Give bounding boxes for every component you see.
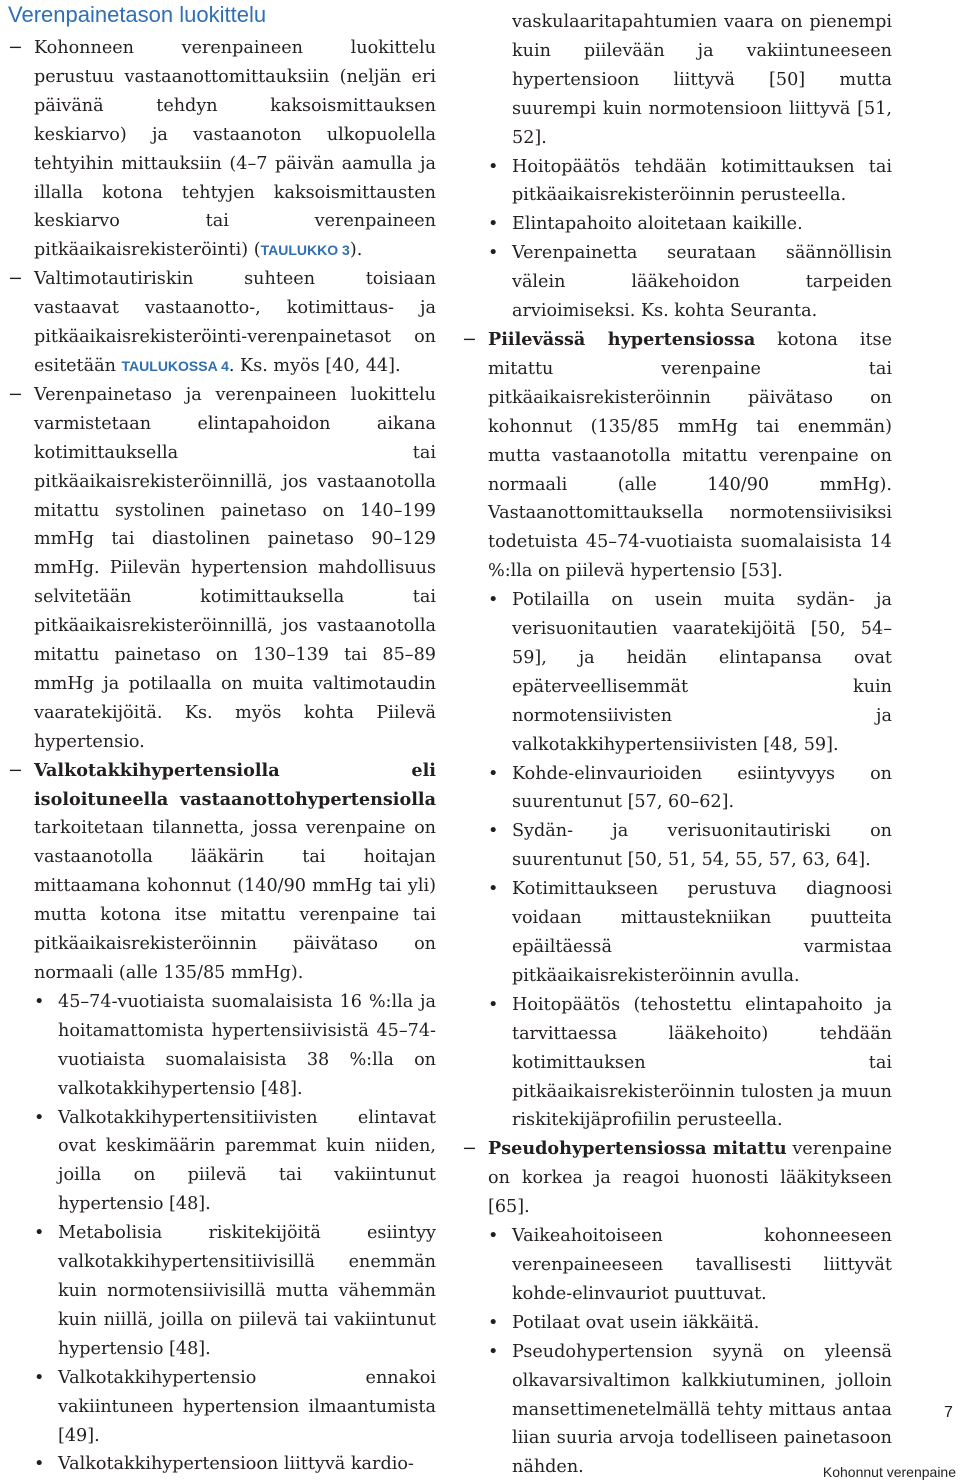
bullet-item — [462, 1222, 892, 1309]
bullet-marker: • — [488, 156, 499, 177]
bullet-marker: • — [488, 1312, 499, 1333]
bullet-text: Valkotakkihypertensioon liittyvä kardio- — [58, 1454, 414, 1475]
bullet-item — [462, 586, 892, 759]
bullet-item — [462, 760, 892, 818]
dash-marker: − — [8, 38, 23, 58]
bullet-item — [8, 1219, 436, 1364]
bullet-marker: • — [488, 590, 499, 611]
bullet-text: Kotimittaukseen perustuva diagnoosi voidaan mittaustekniikan puutteita epäiltäessä varmistaa pitkäaikaisrekisteröinnin avulla. — [512, 879, 892, 986]
dash-marker: − — [8, 384, 23, 405]
item-bold-term: Pseudohypertensiossa mitattu — [488, 1138, 787, 1160]
item-bold-term: Piilevässä hypertensiossa — [488, 328, 756, 350]
table-reference: TAULUKKO 3 — [260, 242, 350, 259]
bullet-text: Pseudohypertension syynä on yleensä olkavarsivaltimon kalkkiutuminen, jolloin mansettimenetelmällä tehty mittaus antaa liian suuria arvoja todelliseen painetasoon nähden. — [512, 1341, 892, 1478]
item-text: Verenpainetaso ja verenpaineen luokittelu varmistetaan elintapahoidon aikana kotimittauksella tai pitkäaikaisrekisteröinnillä, jos vastaanotolla mitattu systolinen painetaso on 140–199 mmHg tai diastolinen painetaso 90–129 mmHg. Piilevän hypertension mahdollisuus selvitetään kotimittauksella tai pitkäaikaisrekisteröinnillä, jos vastaanotolla mitattu painetaso on 130–139 tai 85–89 mmHg ja potilaalla on muita valtimotaudin vaaratekijöitä. Ks. myös kohta Piilevä hypertensio. — [34, 384, 436, 752]
bullet-marker: • — [488, 994, 499, 1015]
item-bold-term: Valkotakkihypertensiolla eli isoloituneella vastaanottohypertensiolla — [34, 759, 436, 810]
item-text: Valtimotautiriskin suhteen toisiaan vastaavat vastaanotto-, kotimittaus- ja pitkäaikaisrekisteröinti-verenpainetasot on esitetään — [34, 269, 436, 376]
bullet-item — [462, 210, 892, 239]
right-column — [462, 8, 892, 1482]
list-item — [8, 381, 436, 757]
dash-marker: − — [462, 329, 477, 350]
dash-marker: − — [462, 1139, 477, 1160]
bullet-marker: • — [488, 879, 499, 900]
bullet-text: Kohde-elinvaurioiden esiintyvyys on suurentunut [57, 60–62]. — [512, 763, 892, 813]
bullet-text: Verenpainetta seurataan säännöllisin välein lääkehoidon tarpeiden arvioimiseksi. Ks. kohta Seuranta. — [512, 243, 892, 322]
bullet-continuation: vaskulaaritapahtumien vaara on pienempi kuin piilevään ja vakiintuneeseen hypertensioon liittyvä [50] mutta suurempi kuin normotensioon liittyvä [51, 52]. — [512, 12, 892, 148]
bullet-text: Hoitopäätös (tehostettu elintapahoito ja tarvittaessa lääkehoito) tehdään kotimittauksen tai pitkäaikaisrekisteröinnin tulosten ja muun riskitekijäprofiilin perusteella. — [512, 994, 892, 1131]
bullet-item — [462, 1338, 892, 1483]
bullet-marker: • — [34, 1223, 45, 1244]
bullet-item — [8, 1364, 436, 1451]
bullet-marker: • — [488, 1341, 499, 1362]
item-text: verenpaine on korkea ja reagoi huonosti lääkitykseen [65]. — [488, 1139, 892, 1218]
bullet-marker: • — [34, 1107, 45, 1128]
bullet-text: Hoitopäätös tehdään kotimittauksen tai pitkäaikaisrekisteröinnin perusteella. — [512, 156, 892, 206]
bullet-marker: • — [488, 1226, 499, 1247]
bullet-item — [462, 817, 892, 875]
bullet-text: 45–74-vuotiaista suomalaisista 16 %:lla ja hoitamattomista hypertensiivisistä 45–74-vuotiaista suomalaisista 38 %:lla on valkotakkihypertensio [48]. — [58, 991, 436, 1099]
list-item — [8, 34, 436, 265]
bullet-text: Valkotakkihypertensio ennakoi vakiintuneen hypertension ilmaantumista [49]. — [58, 1367, 436, 1446]
bullet-item — [462, 153, 892, 211]
dash-marker: − — [8, 269, 23, 290]
bullet-text: Potilaat ovat usein iäkkäitä. — [512, 1312, 760, 1333]
table-reference: TAULUKOSSA 4 — [121, 357, 229, 374]
bullet-item — [462, 1309, 892, 1338]
dash-marker: − — [8, 760, 23, 781]
bullet-text: Elintapahoito aloitetaan kaikille. — [512, 214, 803, 235]
list-item — [462, 326, 892, 586]
bullet-text: Metabolisia riskitekijöitä esiintyy valkotakkihypertensitiivisillä enemmän kuin normotensiivisillä mutta vähemmän kuin niillä, joilla on piilevä tai vakiintunut hypertensio [48]. — [58, 1223, 436, 1359]
item-text: tarkoitetaan tilannetta, jossa verenpaine on vastaanotolla lääkärin tai hoitajan mittaamana kohonnut (140/90 mmHg tai yli) mutta kotona itse mitattu verenpaine tai pitkäaikaisrekisteröinnin päivätaso on normaali (alle 135/85 mmHg). — [34, 818, 436, 983]
left-column — [8, 34, 436, 1479]
list-item — [8, 757, 436, 988]
bullet-marker: • — [488, 763, 499, 784]
bullet-marker: • — [34, 1367, 45, 1388]
item-text: Kohonneen verenpaineen luokittelu perustuu vastaanottomittauksiin (neljän eri päivänä tehdyn kaksoismittauksen keskiarvo) ja vastaanoton ulkopuolella tehtyihin mittauksiin (4–7 päivän aamulla ja illalla kotona tehtyjen kaksoismittausten keskiarvo tai verenpaineen pitkäaikaisrekisteröinti) ( — [34, 38, 436, 261]
item-text-end: ). — [349, 240, 363, 261]
bullet-marker: • — [34, 1454, 45, 1475]
bullet-item — [8, 1450, 436, 1479]
bullet-text: Sydän- ja verisuonitautiriski on suurentunut [50, 51, 54, 55, 57, 63, 64]. — [512, 821, 892, 871]
bullet-text: Potilailla on usein muita sydän- ja verisuonitautien vaaratekijöitä [50, 54–59], ja heidän elintapansa ovat epäterveellisemmät kuin normotensiivisten ja valkotakkihypertensiivisten [48, 59]. — [512, 590, 892, 755]
page-number: 7 — [944, 1404, 953, 1421]
bullet-item — [462, 239, 892, 326]
list-item — [8, 265, 436, 381]
footer-title: Kohonnut verenpaine — [822, 1464, 956, 1480]
section-title: Verenpainetason luokittelu — [8, 2, 267, 27]
bullet-marker: • — [488, 214, 499, 235]
bullet-marker: • — [488, 243, 499, 264]
bullet-item — [462, 875, 892, 991]
list-item — [462, 1135, 892, 1222]
bullet-text: Valkotakkihypertensitiivisten elintavat ovat keskimäärin paremmat kuin niiden, joilla on piilevä tai vakiintunut hypertensio [48]. — [58, 1107, 436, 1215]
bullet-item — [462, 991, 892, 1136]
item-text: kotona itse mitattu verenpaine tai pitkäaikaisrekisteröinnin päivätaso on kohonnut (135/85 mmHg tai enemmän) mutta vastaanotolla mitattu verenpaine on normaali (alle 140/90 mmHg). Vastaanottomittauksella normotensiivisiksi todetuista 45–74-vuotiaista suomalaisista 14 %:lla on piilevä hypertensio [53]. — [488, 329, 892, 582]
bullet-item — [8, 988, 436, 1104]
bullet-text: Vaikeahoitoiseen kohonneeseen verenpaineeseen tavallisesti liittyvät kohde-elinvauriot puuttuvat. — [512, 1226, 892, 1304]
bullet-marker: • — [488, 821, 499, 842]
bullet-marker: • — [34, 991, 45, 1012]
bullet-item — [8, 1104, 436, 1220]
item-text-end: . Ks. myös [40, 44]. — [228, 355, 401, 376]
